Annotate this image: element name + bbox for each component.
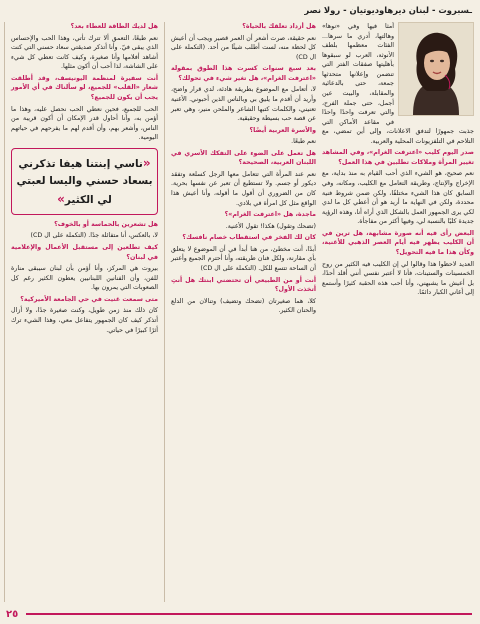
interview-answer: أمثا فيها وفي «نوها» وهالتها، أدري ما سرها... الفئات معظمها بلطف الأنوثة، العرب لو سبقوها بأهليتها صفقات الفتر التي تنضمن وإعلانها متحدثها جمعة، حتى بالدعائية والمقابلة، والبيت عين أجمل، حتى جملة الفرح، والتي تعرفت واحدًا واحدًا في مقاعد الأماكن التي جذبت جمهورًا لتدفق الاعلانات، وإلى أين تمضي، مع التلاحم في التلفزيونات المحلية والعربية. — [322, 23, 474, 145]
pull-quote-open-mark: « — [142, 155, 151, 170]
interview-answer: (تضحك وتقول) هكذا! تقول الأغنية. — [225, 222, 316, 230]
interview-answer: بيروت هي المركز، وأنا أؤمن بأن لبنان سيبقى منارة للفن، وأن الفنانين اللبنانيين يعطون الكثير رغم كل الصعوبات التي يمرون بها. — [11, 265, 158, 292]
interview-question: متى سمعت غنيت في حي الجامعة الأميركية؟ — [20, 295, 158, 303]
interview-answer: كلا، هما صغيرتان (تضحك وتضيف) وتنالان من الدلع والحنان الكثير. — [171, 297, 316, 315]
interview-question: والأسرة العربية أيضًا؟ — [249, 126, 316, 134]
interview-question: كيف تطلعين إلى مستقبل الأعمال والإعلامية في لبنان؟ — [11, 244, 158, 261]
interview-answer: نعم عند المرأة التي تتعامل معها الرجل كسلعة وتفقد ديكور أو جسم. ولا تستطيع أن تعبر عن نفسها بحرية. كان من الضروري أن أقول ما أقوله، وأنا أعيش هذا الواقع مثل كل امرأة في بلادي. — [171, 170, 316, 207]
interview-question: هل تعمل على الضوء على التفكك الأسري في اللبنان العربية، الصحيحة؟ — [171, 149, 316, 167]
interview-question: البعض رأى فيه أنه صورة مشابهة، هل ترين في أن الكليب يظهر فيه أيام العصر الذهبي للأغنية، وكأن هذا ما فيه التحويل؟ — [322, 229, 474, 256]
interview-question: بعد سبع سنوات كسرت هذا الطوق بمقولة «اعترفت الغرام»، هل تغير شيء في تحولك؟ — [171, 65, 316, 82]
interview-question: هل تشعرين بالحماسة أو بالخوف؟ — [54, 220, 158, 228]
left-column-text — [11, 22, 158, 335]
interview-answer: لا، بالعكس، أنا متفائلة جدًا. (التكملة على ال CD) — [30, 232, 158, 240]
interview-answer: لا، أتعامل مع الموضوع بطريقة هادئة، لدي قرار واضح، وأريد أن أقدم ما يليق بي وبالناس الذين أحبوني. الأغنية تعنيني، والكلمات كتبها الشاعر والملحن منير، وهي تعبر عن قصة حب بسيطة وحقيقية. — [171, 86, 316, 123]
interview-question: أنت سفيرة لمنظمة اليونيسف، وقد أطلقت شعار «القلب» للجميع، لو سألناك في أي الأمور يجب أن يكون للجميع؟ — [11, 74, 158, 101]
pull-quote-close-mark: » — [57, 191, 65, 206]
page-number: ٢٥ — [6, 609, 19, 620]
interview-question: هل أزداد تعلقك بالحياة؟ — [242, 23, 316, 30]
page-header — [0, 0, 480, 22]
footer-rule — [26, 613, 472, 615]
interview-answer: نعم حقيقة، صرت أشعر أن العمر قصير ويجب أن أعيش كل لحظة منه، لست أطلب شيئًا من أحد. (التكملة على ال CD) — [171, 34, 316, 61]
interview-answer: نعم صحيح، هو الشيء الذي أحب القيام به منذ بداية، مع الإخراج والإنتاج، وطريقة التعامل مع الكليب، ومكانه، وفي السابق كان هذا الشيء مختلفًا، ولكن ضمن شروط فنية محددة، ولكن في النهاية ما أريد هو أن أعطي كل ما لدي لكي يرى الجمهور العمل بالشكل الذي أراه أنا، وهذه الرؤية جديدة كليًا بالنسبة لي، وفيها أكثر من مفاجأة. — [322, 170, 474, 226]
interview-answer: نعم طبعًا. — [291, 138, 316, 146]
interview-answer: أبدًا، أنت مخطئ، من هنا أبدأ في أن الموضوع لا يتعلق بأي مقارنة، ولكل فنان طريقته، وأنا أحترم الجميع وأعتبر أن الساحة تتسع للكل. (التكملة على ال CD) — [171, 245, 316, 272]
interview-question: هل لديك الطاقة للعطاء بعد؟ — [70, 23, 158, 30]
right-column — [322, 22, 474, 602]
interview-answer: العديد لاحظوا هذا وقالوا لي إن الكليب فيه الكثير من روح الخمسينات والستينات، فأنا لا أعتبر نفسي أنني أقلد أحدًا، بل أعيش ما يشبهني، وأنا أحب هذه الحقبة كثيرًا وأستمع إلى أغاني الكبار دائمًا. — [322, 260, 474, 297]
interview-question: كان لك الفخر في استقطاب خصام نافسك؟ — [182, 234, 316, 242]
interview-answer: كان ذلك منذ زمن طويل، وكنت صغيرة جدًا، ولا أزال أتذكر كيف كان الجمهور يتفاعل معي، وهذا الشيء ترك أثرًا كبيرًا في حياتي. — [11, 307, 158, 334]
interview-question: أنت أو من الطبيعي أن تحتضني ابنتك هل أنتِ أتخذت الأول؟ — [171, 276, 316, 294]
pull-quote — [11, 148, 158, 215]
interview-question: صدر اليوم كليب «اعترفت الغرام»، وفي المشاهد تغيير المرأة وملاكات تطلبين في هذا العمل؟ — [322, 149, 474, 166]
interview-answer: نعم طبعًا، التعمق ألا تترك تأتي، وهذا الحب والإحساس الذي يبقى فيّ. وأنا أتذكر صديقتي سعاد حسني التي كنت أشاهد أفلامها وأنا صغيرة، وكيف كانت تعطي كل شيء على الشاشة، لذا أحب أن أكون مثلها. — [11, 34, 158, 71]
interview-answer: الحب للجميع، فحين نعطي الحب نحصل عليه، وهذا ما أؤمن به، وأنا أحاول قدر الإمكان أن أكون قريبة من الناس، وأشعر بهم، وأن أقدم لهم ما يفرحهم في حياتهم اليومية. — [11, 105, 158, 142]
middle-column — [164, 22, 316, 602]
portrait-illustration — [399, 23, 473, 115]
interview-question: ماجدة، هل «اعترفت الغرام»؟ — [224, 211, 316, 219]
middle-column-text — [171, 22, 316, 316]
pull-quote-text: ناسي إبنتنا هيفا تذكرني بسعاد حسني واليسا لعبتي لي الكثير — [16, 157, 153, 206]
singer-portrait — [398, 22, 474, 116]
page-footer — [0, 602, 480, 624]
left-column — [4, 22, 158, 602]
header-text: ـسبروت - لبنان ديرهاوديوتيان - رولا نصر — [304, 5, 472, 15]
